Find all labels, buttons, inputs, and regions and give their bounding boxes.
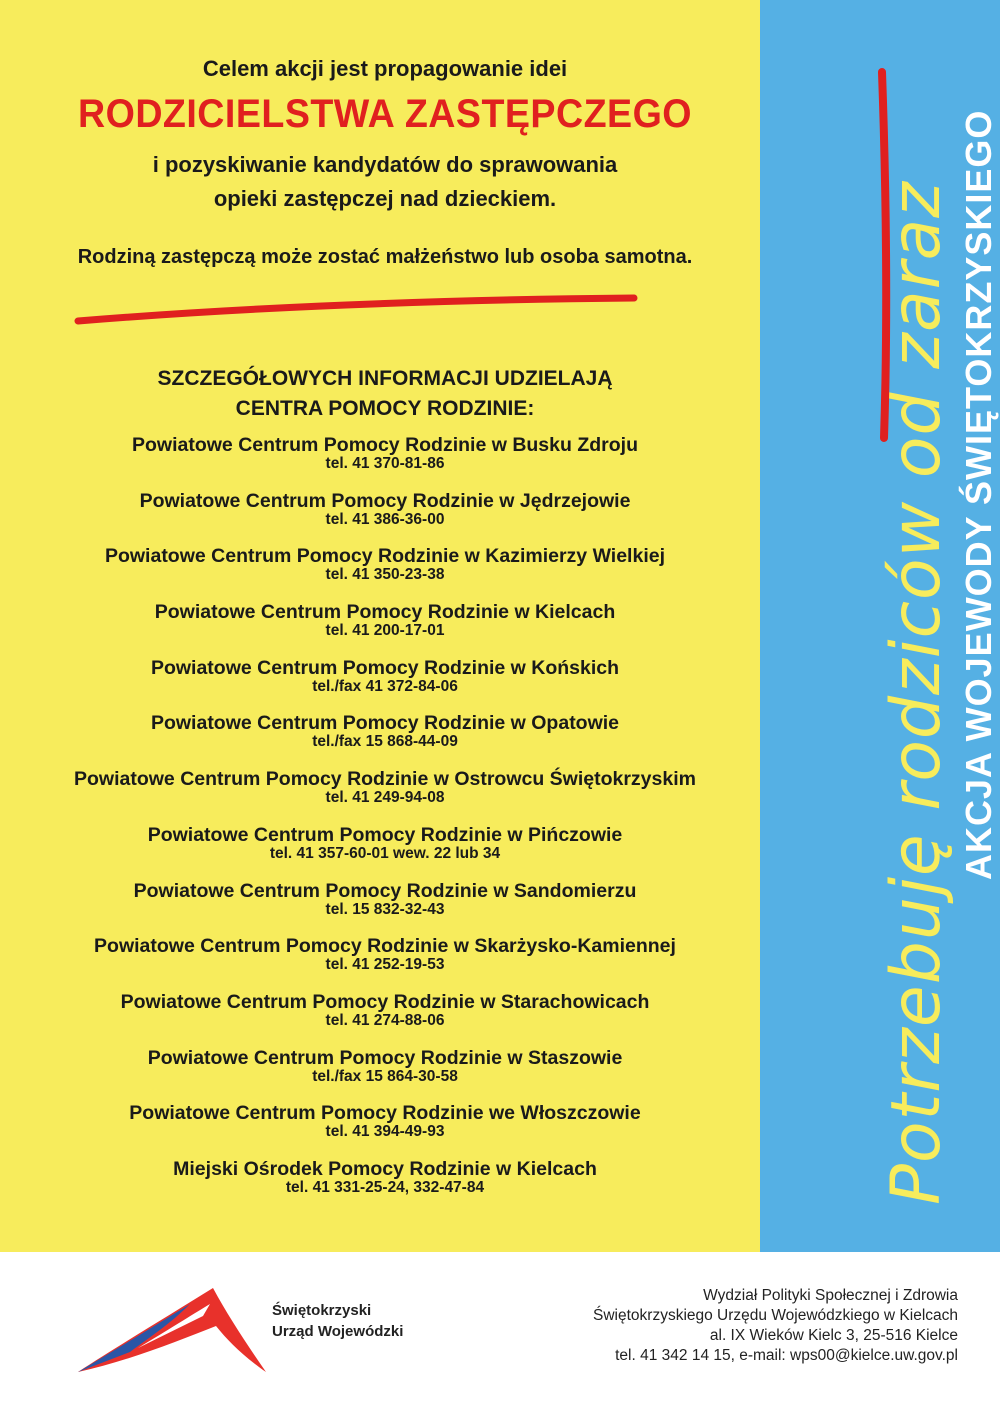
center-phone: tel. 41 350-23-38 bbox=[325, 566, 445, 584]
intro-line-3: opieki zastępczej nad dzieckiem. bbox=[213, 186, 557, 211]
list-item bbox=[10, 657, 760, 713]
center-name: Powiatowe Centrum Pomocy Rodzinie w Opatowie bbox=[150, 712, 620, 735]
center-phone: tel. 41 357-60-01 wew. 22 lub 34 bbox=[269, 844, 501, 862]
list-item bbox=[10, 1102, 760, 1158]
center-phone: tel. 41 394-49-93 bbox=[325, 1123, 445, 1141]
center-name: Miejski Ośrodek Pomocy Rodzinie w Kielcach bbox=[173, 1157, 597, 1180]
address-line-2: Świętokrzyskiego Urzędu Wojewódzkiego w Kielcach bbox=[593, 1307, 958, 1324]
address-line-1: Wydział Polityki Społecznej i Zdrowia bbox=[703, 1287, 958, 1304]
logo-line-1: Świętokrzyski bbox=[272, 1302, 372, 1319]
info-heading-line-2: CENTRA POMOCY RODZINIE: bbox=[235, 397, 535, 420]
center-name: Powiatowe Centrum Pomocy Rodzinie w Busku Zdroju bbox=[132, 434, 638, 456]
list-item bbox=[10, 824, 760, 880]
center-name: Powiatowe Centrum Pomocy Rodzinie w Końskich bbox=[150, 656, 620, 679]
center-phone: tel. 41 370-81-86 bbox=[325, 455, 445, 472]
center-name: Powiatowe Centrum Pomocy Rodzinie w Skarżysko-Kamiennej bbox=[94, 935, 676, 958]
center-phone: tel./fax 15 868-44-09 bbox=[312, 733, 458, 751]
center-phone: tel. 41 386-36-00 bbox=[325, 510, 445, 528]
center-name: Powiatowe Centrum Pomocy Rodzinie we Włoszczowie bbox=[129, 1102, 641, 1125]
list-item bbox=[10, 768, 760, 824]
intro-line-2: i pozyskiwanie kandydatów do sprawowania bbox=[152, 152, 618, 177]
contact-address bbox=[593, 1286, 958, 1366]
info-heading bbox=[10, 364, 760, 424]
address-line-3: al. IX Wieków Kielc 3, 25-516 Kielce bbox=[709, 1327, 958, 1344]
center-phone: tel./fax 15 864-30-58 bbox=[312, 1067, 458, 1085]
eligibility-note: Rodziną zastępczą może zostać małżeństwo lub osoba samotna. bbox=[77, 246, 693, 268]
headline: RODZICIELSTWA ZASTĘPCZEGO bbox=[77, 92, 693, 136]
center-name: Powiatowe Centrum Pomocy Rodzinie w Kielcach bbox=[154, 601, 616, 624]
voivodeship-office-logo bbox=[78, 1286, 268, 1376]
center-phone: tel. 41 274-88-06 bbox=[325, 1011, 445, 1029]
list-item bbox=[10, 601, 760, 657]
list-item bbox=[10, 1047, 760, 1103]
center-phone: tel. 41 200-17-01 bbox=[325, 622, 445, 640]
logo-text bbox=[272, 1300, 403, 1342]
center-phone: tel. 41 252-19-53 bbox=[325, 956, 445, 974]
red-underline-stroke bbox=[72, 288, 642, 328]
centers-list bbox=[10, 434, 760, 1214]
center-name: Powiatowe Centrum Pomocy Rodzinie w Ostrowcu Świętokrzyskim bbox=[74, 768, 696, 791]
center-name: Powiatowe Centrum Pomocy Rodzinie w Jędrzejowie bbox=[139, 489, 631, 512]
center-phone: tel. 15 832-32-43 bbox=[325, 900, 445, 918]
list-item bbox=[10, 935, 760, 991]
center-phone: tel./fax 41 372-84-06 bbox=[312, 677, 458, 695]
list-item bbox=[10, 712, 760, 768]
center-phone: tel. 41 249-94-08 bbox=[325, 789, 445, 807]
center-name: Powiatowe Centrum Pomocy Rodzinie w Pińczowie bbox=[147, 823, 623, 846]
list-item bbox=[10, 1158, 760, 1214]
logo-line-2: Urząd Wojewódzki bbox=[272, 1323, 404, 1340]
info-heading-line-1: SZCZEGÓŁOWYCH INFORMACJI UDZIELAJĄ bbox=[157, 367, 613, 390]
center-name: Powiatowe Centrum Pomocy Rodzinie w Staszowie bbox=[147, 1046, 623, 1069]
center-name: Powiatowe Centrum Pomocy Rodzinie w Kazimierzy Wielkiej bbox=[104, 545, 666, 568]
list-item bbox=[10, 880, 760, 936]
intro-text bbox=[10, 148, 760, 216]
campaign-slogan: Potrzebuję rodziców od zaraz bbox=[877, 181, 956, 1205]
red-accent-stroke bbox=[868, 66, 898, 446]
list-item bbox=[10, 490, 760, 546]
list-item bbox=[10, 545, 760, 601]
address-line-4: tel. 41 342 14 15, e-mail: wps00@kielce.uw.gov.pl bbox=[615, 1347, 958, 1364]
center-name: Powiatowe Centrum Pomocy Rodzinie w Starachowicach bbox=[120, 990, 650, 1013]
list-item bbox=[10, 991, 760, 1047]
center-name: Powiatowe Centrum Pomocy Rodzinie w Sandomierzu bbox=[133, 879, 637, 902]
center-phone: tel. 41 331-25-24, 332-47-84 bbox=[285, 1178, 485, 1196]
list-item bbox=[10, 434, 760, 490]
campaign-label: AKCJA WOJEWODY ŚWIĘTOKRZYSKIEGO bbox=[958, 109, 999, 880]
intro-line-1: Celem akcji jest propagowanie idei bbox=[202, 56, 568, 81]
